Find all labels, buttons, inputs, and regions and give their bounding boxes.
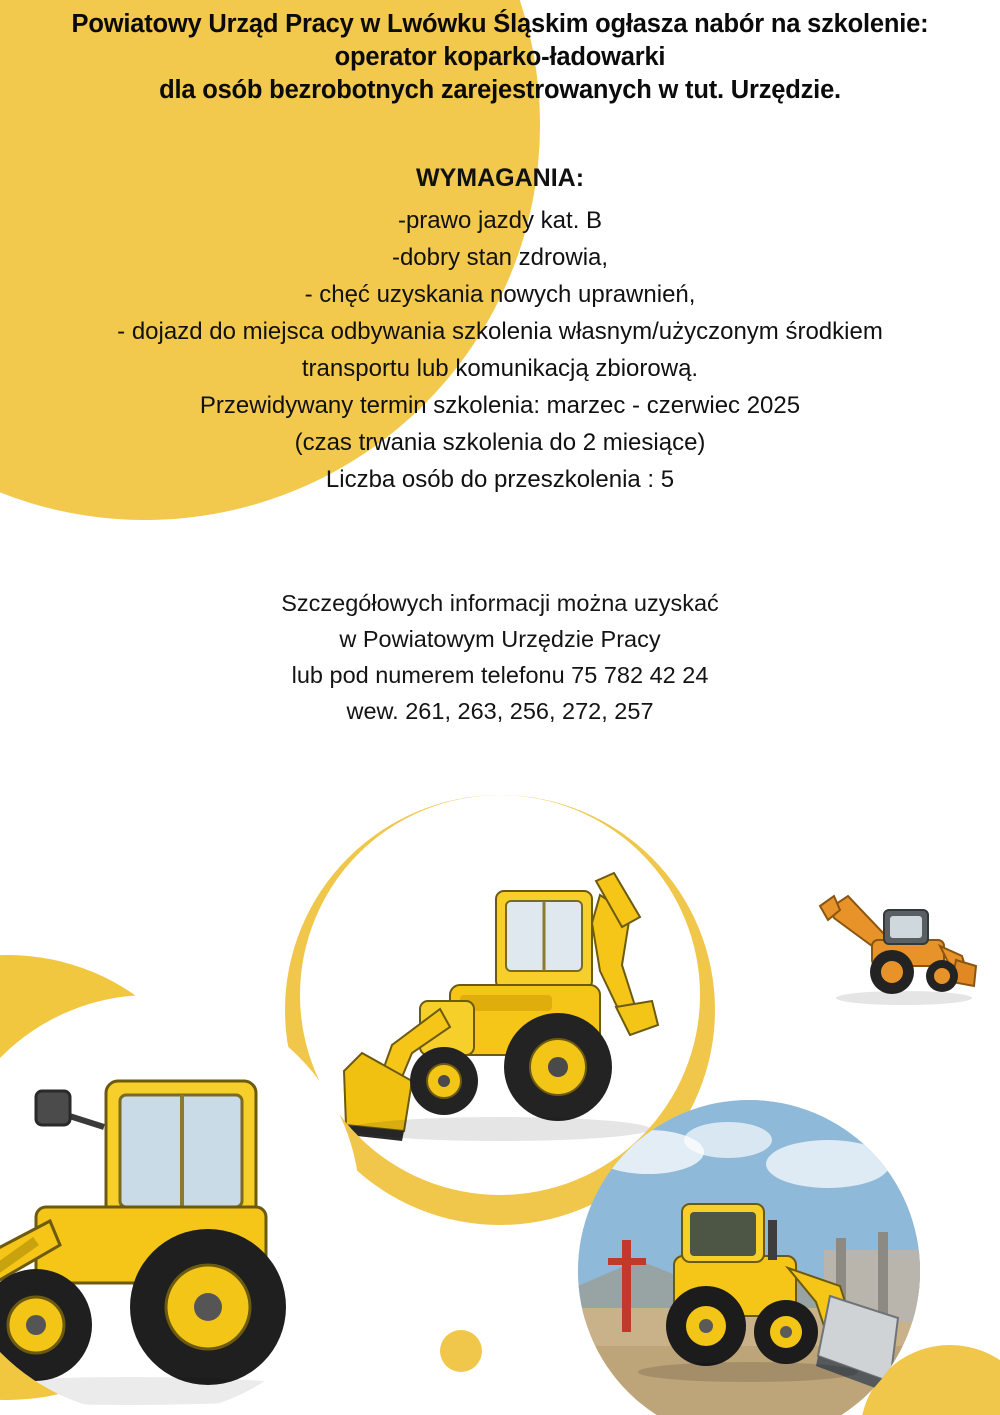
- contact-line: w Powiatowym Urzędzie Pracy: [339, 626, 661, 652]
- requirement-item: (czas trwania szkolenia do 2 miesiące): [294, 429, 706, 456]
- requirement-item: - dojazd do miejsca odbywania szkolenia własnym/użyczonym środkiem: [117, 318, 883, 345]
- contact-line: Szczegółowych informacji można uzyskać: [281, 590, 719, 616]
- requirements-title: WYMAGANIA:: [415, 164, 585, 192]
- backhoe-loader-large-image: [300, 795, 700, 1195]
- contact-line: wew. 261, 263, 256, 272, 257: [346, 698, 654, 724]
- requirement-item: - chęć uzyskania nowych uprawnień,: [304, 281, 696, 308]
- backhoe-loader-small-image: [800, 848, 992, 1040]
- requirement-item: Przewidywany termin szkolenia: marzec - czerwiec 2025: [199, 392, 801, 419]
- requirement-item: Liczba osób do przeszkolenia : 5: [325, 466, 675, 493]
- headline-line-3: dla osób bezrobotnych zarejestrowanych w tut. Urzędzie.: [159, 76, 841, 104]
- page-title: [0, 8, 1000, 107]
- requirement-item: transportu lub komunikacją zbiorową.: [301, 355, 699, 382]
- contact-block: [0, 585, 1000, 729]
- requirement-item: -prawo jazdy kat. B: [397, 207, 603, 234]
- headline-line-1: Powiatowy Urząd Pracy w Lwówku Śląskim ogłasza nabór na szkolenie:: [71, 10, 929, 38]
- headline-line-2: operator koparko-ładowarki: [334, 43, 666, 71]
- requirements-block: [0, 160, 1000, 498]
- requirement-item: -dobry stan zdrowia,: [391, 244, 609, 271]
- contact-line: lub pod numerem telefonu 75 782 42 24: [291, 662, 709, 688]
